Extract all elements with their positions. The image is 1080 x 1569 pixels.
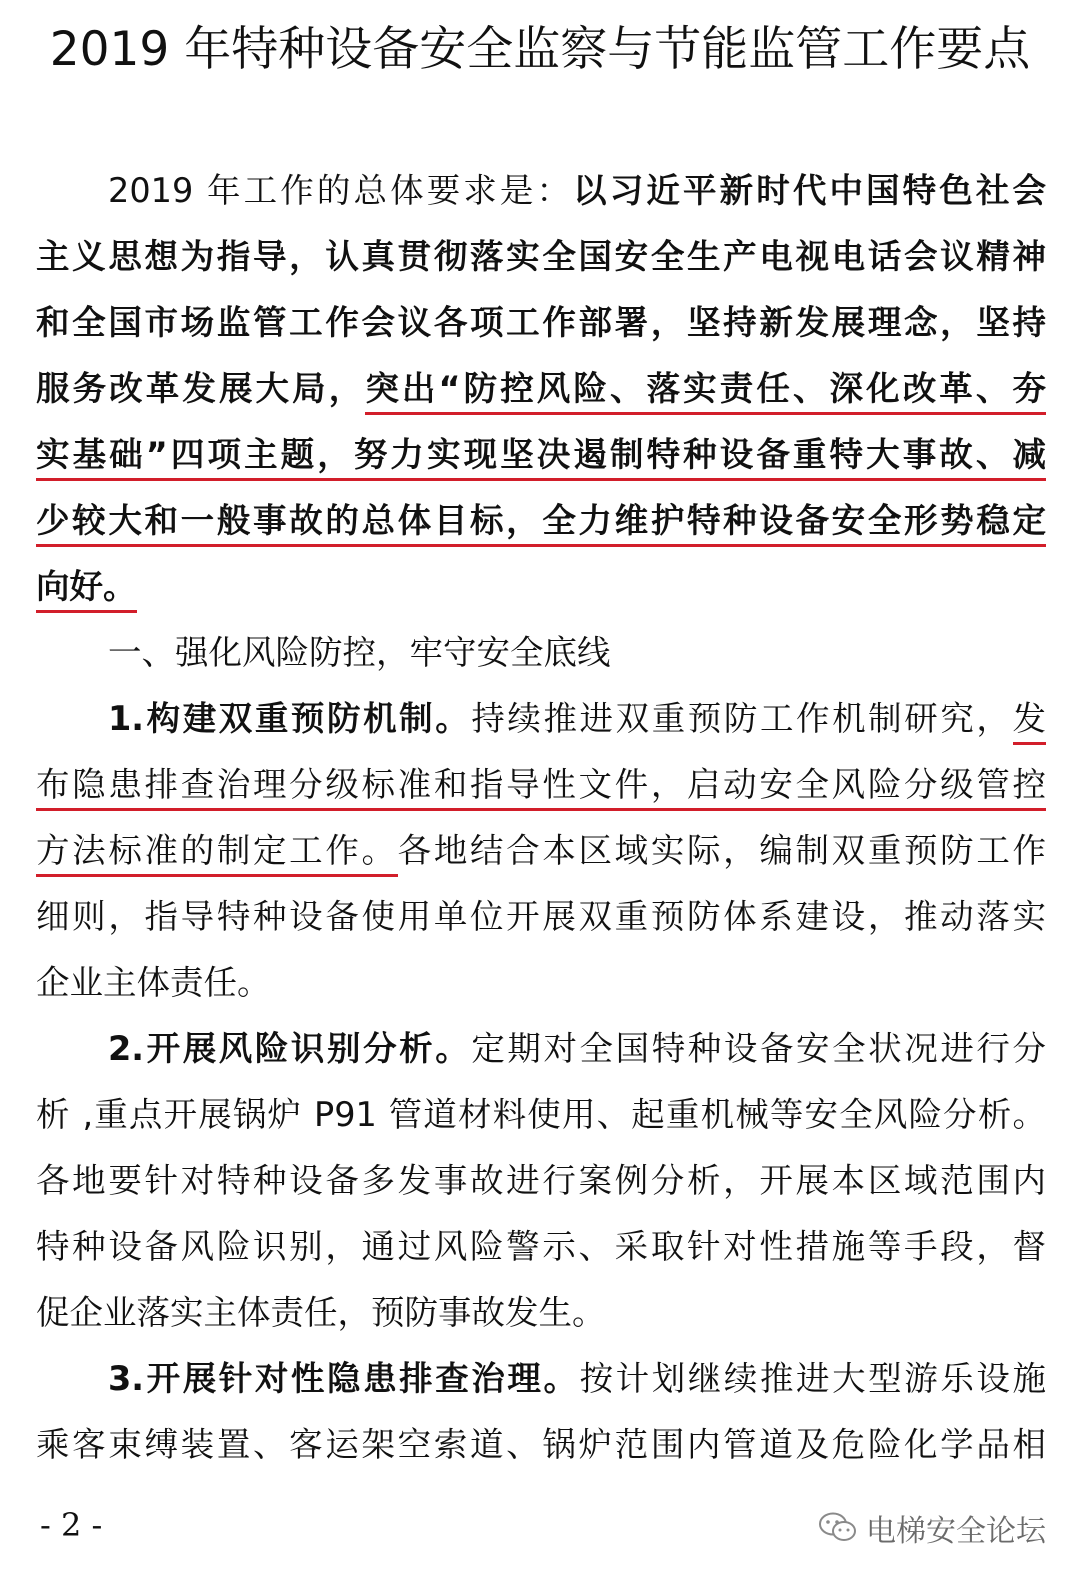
item2-line-3: 各地要针对特种设备多发事故进行案例分析，开展本区域范围内 bbox=[36, 1161, 1046, 1200]
item-heading: 1.构建双重预防机制。 bbox=[108, 699, 472, 738]
item1-line-2 bbox=[36, 752, 1046, 818]
underlined-text: 方法标准的制定工作。 bbox=[36, 831, 398, 877]
item1-line-4: 细则，指导特种设备使用单位开展双重预防体系建设，推动落实 bbox=[36, 897, 1046, 936]
item-heading: 2.开展风险识别分析。 bbox=[108, 1029, 472, 1068]
item-heading: 3.开展针对性隐患排查治理。 bbox=[108, 1359, 580, 1398]
item1-line-5: 企业主体责任。 bbox=[36, 963, 271, 1002]
item3-line-2: 乘客束缚装置、客运架空索道、锅炉范围内管道及危险化学品相 bbox=[36, 1425, 1046, 1464]
document-body bbox=[36, 158, 1046, 1478]
item1-line-3: 方法标准的制定工作。各地结合本区域实际，编制双重预防工作 bbox=[36, 818, 1046, 884]
underlined-text: 突出“防控风险、落实责任、深化改革、夯 bbox=[365, 369, 1046, 415]
watermark bbox=[818, 1506, 1046, 1550]
item1-line-1: 1.构建双重预防机制。持续推进双重预防工作机制研究，发 bbox=[36, 686, 1046, 752]
underlined-text: 发 bbox=[1013, 699, 1047, 745]
watermark-text: 电梯安全论坛 bbox=[866, 1514, 1046, 1549]
wechat-icon bbox=[818, 1511, 858, 1545]
item2-line-1: 2.开展风险识别分析。定期对全国特种设备安全状况进行分 bbox=[108, 1029, 1046, 1068]
page-title: 2019 年特种设备安全监察与节能监管工作要点 bbox=[49, 22, 1031, 77]
underlined-text: 少较大和一般事故的总体目标，全力维护特种设备安全形势稳定 bbox=[36, 501, 1046, 547]
intro-line-6 bbox=[36, 488, 1046, 554]
intro-line-7 bbox=[36, 554, 1046, 620]
item2-line-4: 特种设备风险识别，通过风险警示、采取针对性措施等手段，督 bbox=[36, 1227, 1046, 1266]
underlined-text: 实基础”四项主题，努力实现坚决遏制特种设备重特大事故、减 bbox=[36, 435, 1046, 481]
underlined-text: 向好。 bbox=[36, 567, 137, 613]
item2-line-2: 析 ,重点开展锅炉 P91 管道材料使用、起重机械等安全风险分析。 bbox=[36, 1095, 1046, 1134]
section-heading-1: 一、强化风险防控，牢守安全底线 bbox=[108, 633, 611, 672]
item2-line-5: 促企业落实主体责任，预防事故发生。 bbox=[36, 1293, 606, 1332]
intro-line-4: 服务改革发展大局，突出“防控风险、落实责任、深化改革、夯 bbox=[36, 356, 1046, 422]
intro-line-1: 2019 年工作的总体要求是：以习近平新时代中国特色社会 bbox=[108, 171, 1046, 210]
intro-line-2: 主义思想为指导，认真贯彻落实全国安全生产电视电话会议精神 bbox=[36, 237, 1046, 276]
item3-line-1: 3.开展针对性隐患排查治理。按计划继续推进大型游乐设施 bbox=[108, 1359, 1046, 1398]
page-footer bbox=[0, 1500, 1080, 1560]
page-number: - 2 - bbox=[40, 1506, 103, 1544]
underlined-text: 布隐患排查治理分级标准和指导性文件，启动安全风险分级管控 bbox=[36, 765, 1046, 811]
intro-line-5 bbox=[36, 422, 1046, 488]
intro-line-3: 和全国市场监管工作会议各项工作部署，坚持新发展理念，坚持 bbox=[36, 303, 1046, 342]
